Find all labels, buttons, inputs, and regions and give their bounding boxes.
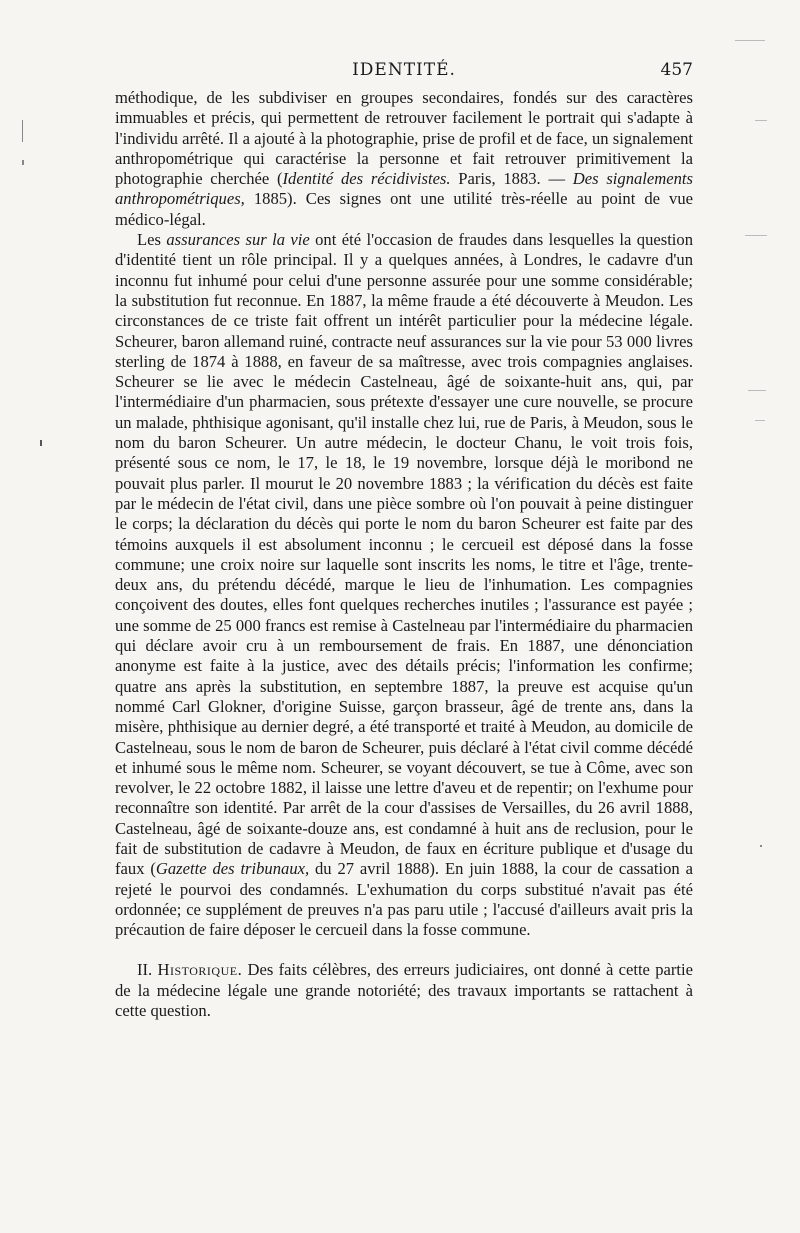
text-segment: Des signalements anthropométriques,: [115, 169, 693, 209]
text-segment: méthodique, de les subdiviser en groupes secondaires, fondés sur des caractères immuables et précis, qui permettent de retrouver facilement le portrait qui s'adapte à l'individu arrêté. Il a ajouté à la photographie, prise de profil et de face, un signalement anthropométrique qui caractérise la personne et fait retrouver primitivement la photographie cherchée (: [115, 88, 693, 189]
text-segment: II.: [137, 960, 158, 980]
text-segment: Identité des récidivistes.: [282, 169, 451, 189]
text-segment: Les: [137, 230, 167, 250]
page-number: 457: [660, 60, 693, 80]
paragraph-p3: [115, 960, 693, 1021]
text-segment: Historique.: [157, 960, 243, 980]
text-segment: Paris, 1883. —: [450, 169, 573, 189]
paragraph-p2: [115, 230, 693, 940]
page-header: [115, 60, 693, 88]
text-segment: assurances sur la vie: [166, 230, 310, 250]
text-segment: Des faits célèbres, des erreurs judiciaires, ont donné à cette partie de la médecine légale une grande notoriété; des travaux importants se rattachent à cette question.: [115, 960, 693, 1021]
text-segment: Gazette des tribunaux,: [155, 859, 310, 879]
text-segment: du 27 avril 1888). En juin 1888, la cour de cassation a rejeté le pourvoi des condamnés. L'exhumation du corps substitué n'avait pas été ordonnée; ce supplément de preuves n'a pas paru utile ; l'accusé d'ailleurs avait pris la précaution de faire déposer le cercueil dans la fosse commune.: [115, 859, 693, 940]
text-segment: 1885). Ces signes ont une utilité très-réelle au point de vue médico-légal.: [115, 189, 693, 229]
running-title: IDENTITÉ.: [352, 60, 456, 80]
paragraph-gap: [115, 940, 693, 960]
paragraph-p1: [115, 88, 693, 230]
body-text: [115, 88, 693, 1021]
text-segment: ont été l'occasion de fraudes dans lesquelles la question d'identité tient un rôle principal. Il y a quelques années, à Londres, le cadavre d'un inconnu fut inhumé pour celui d'une personne assurée pour une somme considérable; la substitution fut reconnue. En 1887, la même fraude a été découverte à Meudon. Les circonstances de ce triste fait offrent un intérêt particulier pour la médecine légale. Scheurer, baron allemand ruiné, contracte neuf assurances sur la vie pour 53 000 livres sterling de 1874 à 1888, en faveur de sa maîtresse, avec trois compagnies anglaises. Scheurer se lie avec le médecin Castelneau, âgé de soixante-huit ans, qui, par l'intermédiaire d'un pharmacien, sous prétexte d'essayer une cure nouvelle, se procure un malade, phthisique agonisant, qu'il installe chez lui, rue de Paris, à Meudon, sous le nom du baron Scheurer. Un autre médecin, le docteur Chanu, le voit trois fois, présenté sous ce nom, le 17, le 18, le 19 novembre, lorsque déjà le moribond ne pouvait plus parler. Il mourut le 20 novembre 1883 ; la vérification du décès est faite par le médecin de l'état civil, dans une pièce sombre où l'on pouvait à peine distinguer le corps; la déclaration du décès qui porte le nom du baron Scheurer est faite par des témoins auxquels il est absolument inconnu ; le cercueil est déposé dans la fosse commune; une croix noire sur laquelle sont inscrits les noms, le titre et l'âge, trente-deux ans, du prétendu décédé, marque le lieu de l'inhumation. Les compagnies conçoivent des doutes, elles font quelques recherches inutiles ; l'assurance est payée ; une somme de 25 000 francs est remise à Castelneau par l'intermédiaire du pharmacien qui déclare avoir cru à un remboursement de frais. En 1887, une dénonciation anonyme est faite à la justice, avec des détails précis; l'information les confirme; quatre ans après la substitution, en septembre 1887, la preuve est acquise qu'un nommé Carl Glokner, d'origine Suisse, garçon brasseur, âgé de trente ans, dans la misère, phthisique au dernier degré, a été transporté et traité à Meudon, au domicile de Castelneau, sous le nom de baron de Scheurer, puis déclaré à l'état civil comme décédé et inhumé sous le même nom. Scheurer, se voyant découvert, se tue à Côme, avec son revolver, le 22 octobre 1882, il laisse une lettre d'aveu et de repentir; on l'exhume pour reconnaître son identité. Par arrêt de la cour d'assises de Versailles, du 26 avril 1888, Castelneau, âgé de soixante-douze ans, est condamné à huit ans de reclusion, pour le fait de substitution de cadavre à Meudon, de faux en écriture publique et d'usage du faux (: [115, 230, 694, 879]
